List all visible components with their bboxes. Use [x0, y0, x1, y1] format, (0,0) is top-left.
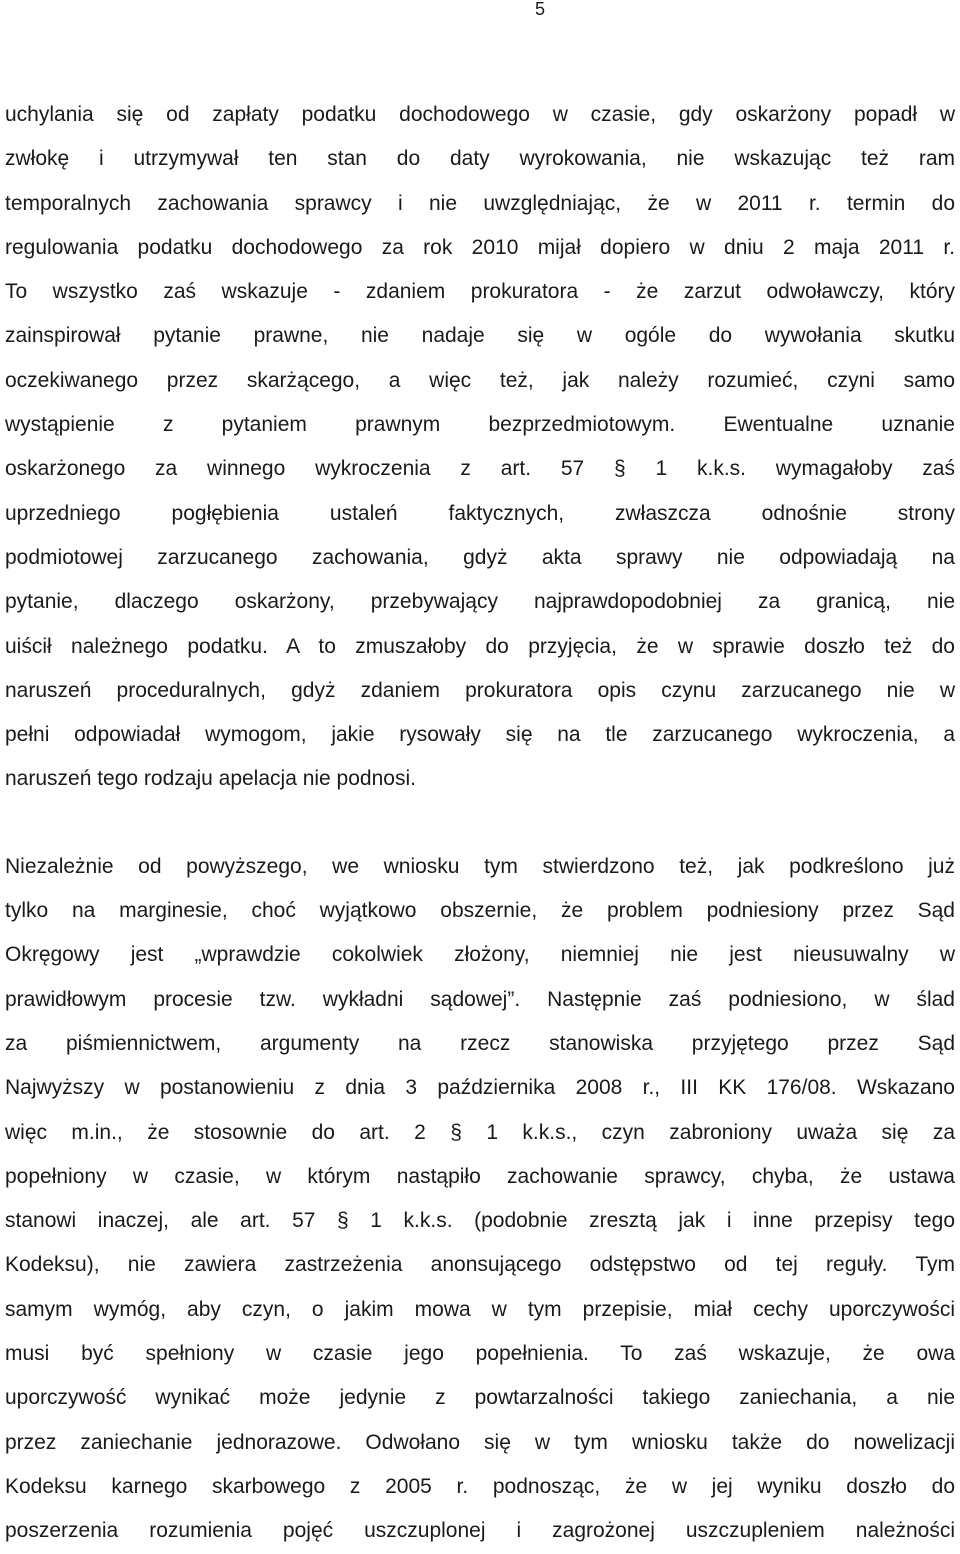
text-line: To wszystko zaś wskazuje - zdaniem prokuratora - że zarzut odwoławczy, który	[5, 280, 955, 304]
text-line: stanowi inaczej, ale art. 57 § 1 k.k.s. (podobnie zresztą jak i inne przepisy tego	[5, 1209, 955, 1233]
text-line: wystąpienie z pytaniem prawnym bezprzedmiotowym. Ewentualne uznanie	[5, 413, 955, 437]
text-line: za piśmiennictwem, argumenty na rzecz stanowiska przyjętego przez Sąd	[5, 1031, 955, 1055]
text-line: podmiotowej zarzucanego zachowania, gdyż akta sprawy nie odpowiadają na	[5, 545, 955, 569]
text-line: Kodeksu karnego skarbowego z 2005 r. podnosząc, że w jej wyniku doszło do	[5, 1474, 955, 1498]
text-line: Niezależnie od powyższego, we wniosku tym stwierdzono też, jak podkreślono już	[5, 854, 955, 878]
text-line: Kodeksu), nie zawiera zastrzeżenia anonsującego odstępstwo od tej reguły. Tym	[5, 1253, 955, 1277]
page-number: 5	[534, 0, 545, 19]
text-line: uchylania się od zapłaty podatku dochodowego w czasie, gdy oskarżony popadł w	[5, 103, 955, 126]
text-line: zwłokę i utrzymywał ten stan do daty wyrokowania, nie wskazując też ram	[5, 147, 955, 171]
text-line: oczekiwanego przez skarżącego, a więc też, jak należy rozumieć, czyni samo	[5, 368, 955, 392]
text-line: Najwyższy w postanowieniu z dnia 3 października 2008 r., III KK 176/08. Wskazano	[5, 1076, 955, 1100]
text-line: regulowania podatku dochodowego za rok 2010 mijał dopiero w dniu 2 maja 2011 r.	[5, 235, 955, 259]
text-line: pytanie, dlaczego oskarżony, przebywający najprawdopodobniej za granicą, nie	[5, 590, 955, 614]
paragraph-gap	[5, 802, 955, 845]
text-line: poszerzenia rozumienia pojęć uszczuplonej i zagrożonej uszczupleniem należności	[5, 1519, 955, 1543]
text-line: tylko na marginesie, choć wyjątkowo obszernie, że problem podniesiony przez Sąd	[5, 899, 955, 923]
text-line: naruszeń tego rodzaju apelacja nie podnosi.	[5, 767, 416, 791]
text-line: Okręgowy jest „wprawdzie cokolwiek złożony, niemniej nie jest nieusuwalny w	[5, 943, 955, 967]
text-line: zainspirował pytanie prawne, nie nadaje się w ogóle do wywołania skutku	[5, 324, 955, 348]
text-line: samym wymóg, aby czyn, o jakim mowa w tym przepisie, miał cechy uporczywości	[5, 1297, 955, 1321]
text-line: naruszeń proceduralnych, gdyż zdaniem prokuratora opis czynu zarzucanego nie w	[5, 678, 955, 702]
text-line: uporczywość wynikać może jedynie z powtarzalności takiego zaniechania, a nie	[5, 1386, 955, 1410]
text-line: pełni odpowiadał wymogom, jakie rysowały się na tle zarzucanego wykroczenia, a	[5, 723, 955, 747]
text-line: popełniony w czasie, w którym nastąpiło zachowanie sprawcy, chyba, że ustawa	[5, 1164, 955, 1188]
text-line: uiścił należnego podatku. A to zmuszałoby do przyjęcia, że w sprawie doszło też do	[5, 634, 955, 658]
text-line: uprzedniego pogłębienia ustaleń faktycznych, zwłaszcza odnośnie strony	[5, 501, 955, 525]
paragraph	[5, 93, 955, 802]
text-line: prawidłowym procesie tzw. wykładni sądowej”. Następnie zaś podniesiono, w ślad	[5, 987, 955, 1011]
text-line: temporalnych zachowania sprawcy i nie uwzględniając, że w 2011 r. termin do	[5, 191, 955, 215]
text-line: musi być spełniony w czasie jego popełnienia. To zaś wskazuje, że owa	[5, 1342, 955, 1366]
text-line: przez zaniechanie jednorazowe. Odwołano się w tym wniosku także do nowelizacji	[5, 1430, 955, 1454]
document-body	[5, 93, 955, 1554]
text-line: więc m.in., że stosownie do art. 2 § 1 k.k.s., czyn zabroniony uważa się za	[5, 1120, 955, 1144]
paragraph	[5, 845, 955, 1554]
text-line: oskarżonego za winnego wykroczenia z art. 57 § 1 k.k.s. wymagałoby zaś	[5, 457, 955, 481]
